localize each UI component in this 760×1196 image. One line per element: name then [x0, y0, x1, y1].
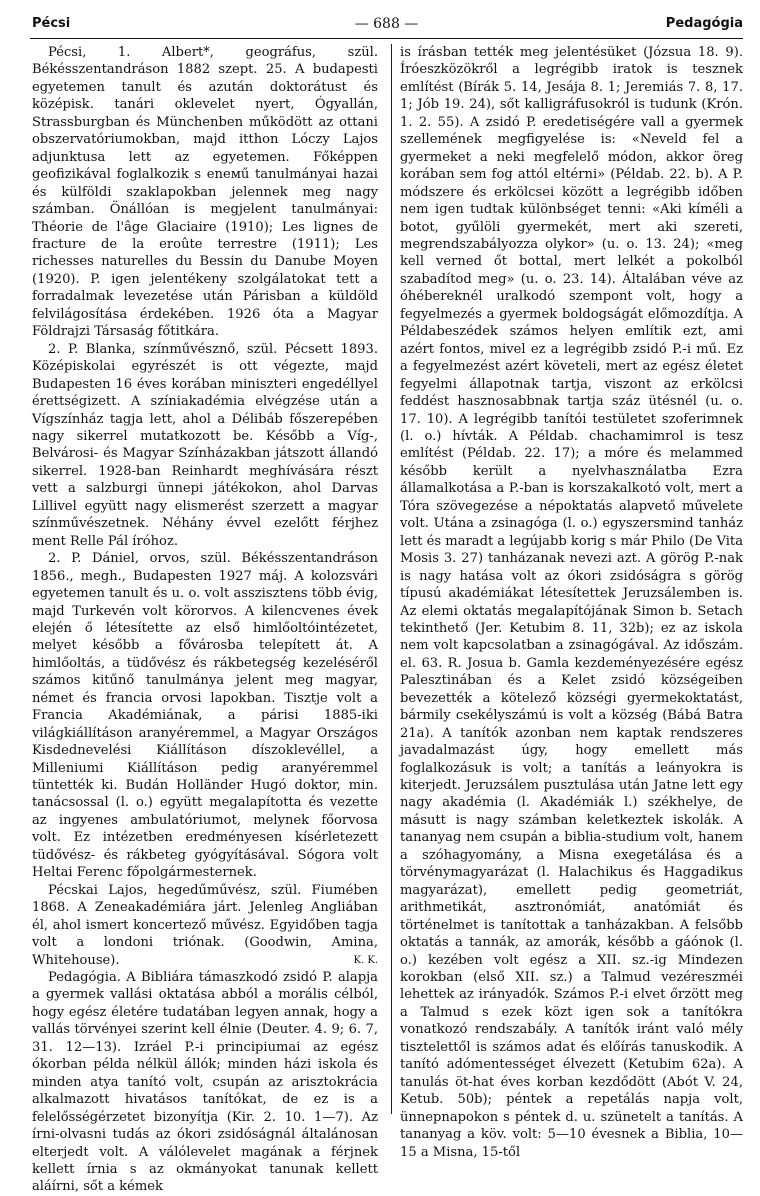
signature: K. K. [353, 954, 378, 966]
paragraph: Pécsi, 1. Albert*, geográfus, szül. Békésszentandráson 1882 szept. 25. A budapesti egyetemen tanult és azután doktorátust és középisk. tanári oklevelet nyert, Ógyallán, Strassburgban és Münchenben működött az ottani obszervatóriumokban, majd itthon Lóczy Lajos adjunktusa lett az egyetemen. Főképpen geofizikával foglalkozik s eneмű tanulmányai hazai és külföldi szaklapokban jelennek meg nagy számban. Önállóan is megjelent tanulmányai: Théorie de l'âge Glaciaire (1910); Les lignes de fracture de la eroûte terrestre (1911); Les richesses naturelles du Bessin du Danube Moyen (1920). P. igen jelentékeny szolgálatokat tett a forradalmak levezetése után Párisban a küldöld felvilágosítása érdekében. 1926 óta a Magyar Földrajzi Társaság főtitkára. [32, 45, 378, 340]
paragraph: 2. P. Dániel, orvos, szül. Békésszentandráson 1856., megh., Budapesten 1927 máj. A kolozsvári egyetemen tanult és u. o. volt asszisztens több évig, majd Turkevén volt körorvos. A kilencvenes évek elején ő létesítette az első himlőoltóintézetet, melyet később a fővárosba telepített át. A himlőoltás, a tüdővész és rákbetegség kezeléséről számos kitűnő tanulmánya jelent meg magyar, német és francia orvosi lapokban. Tisztje volt a Francia Akadémiának, a párisi 1885-iki világkiállításon aranyéremmel, a Magyar Országos Kisdednevelési Kiállításon díszoklevéllel, a Milleniumi Kiállításon pedig aranyéremmel tüntették ki. Budán Holländer Hugó doktor, min. tanácsossal (l. o.) együtt megalapította és vezette az ingyenes ambulatóriumot, melynek főorvosa volt. Ez intézetben eredményesen kísérletezett tüdővész- és rákbeteg gyógyításával. Sógora volt Heltai Ferenc főpolgármesternek. [32, 551, 378, 881]
right-column [400, 44, 743, 1161]
paragraph [32, 882, 378, 969]
left-column [32, 44, 378, 1196]
running-header [30, 14, 743, 36]
header-left: Pécsi [32, 16, 71, 31]
paragraph-text: Pécskai Lajos, hegedűművész, szül. Fiumében 1868. A Zeneakadémiára járt. Jelenleg Angliában él, ahol ismert koncertező művész. Egyidőben tagja volt a londoni triónak. (Goodwin, Amina, Whitehouse). [32, 882, 378, 968]
paragraph: is írásban tették meg jelentésüket (Józsua 18. 9). Íróeszközökről a legrégibb iratok is tesznek említést (Bírák 5. 14, Jesája 8. 1; Jeremiás 7. 8, 17. 1; Jób 19. 24), sőt kalligráfusokról is tudunk (Krón. 1. 2. 55). A zsidó P. eredetiségére vall a gyermek szellemének megfigyelése is: «Neveld fel a gyermeket a neki megfelelő módon, akkor öreg korában sem fog attól eltérni» (Példab. 22. b). A P. módszere és erkölcsei között a legrégibb időben nem igen tudtak különbséget tenni: «Aki kíméli a botot, gyűlöli gyermekét, mert aki szereti, megrendszabályozza olykor» (u. o. 13. 24); «meg kell verned őt bottal, mert lelkét a pokolból szabadítod meg» (u. o. 23. 14). Általában véve az óhébereknél uralkodó szempont volt, hogy a fegyelmezés a gyermek boldogságát előmozdítja. A Példabeszédek számos helyen említik ezt, ami azért fontos, mivel ez a legrégibb zsidó P.-i mű. Ez a fegyelmezést azért követeli, mert az egész életet fegyelmi állapotnak tartja, viszont az erkölcsi feddést hasznosabbnak tartja száz ütésnél (u. o. 17. 10). A legrégibb tanítói testületet szoferimnek (l. o.) hívták. A Példab. chachamimrol is tesz említést (Példab. 22. 17); a móre és melammed később került a nyelvhasználatba Ezra államalkotása a P.-ban is korszakalkotó volt, mert a Tóra szövegezése a népoktatás alapvető művelete volt. Utána a zsinagóga (l. o.) egyszersmind tanház lett és maradt a legújabb korig s már Philo (De Vita Mosis 3. 27) tanházanak nevezi azt. A görög P.-nak is nagy hatása volt az ókori zsidóságra s görög típusú akadémiákat létesítettek Jeruzsálemben is. Az elemi oktatás megalapítójának Simon b. Setach tekinthető (Jer. Ketubim 8. 11, 32b); ez az iskola nem volt kapcsolatban a zsinagógával. Az időszám. el. 63. R. Josua b. Gamla kezdeményezésére egész Palesztinában és a Kelet zsidó községeiben bevezették a kötelező községi gyermekoktatást, bármily csekélyszámú is volt a község (Bábá Batra 21a). A tanítók azonban nem kaptak rendszeres javadalmazást úgy, hogy emellett más foglalkozásuk is volt; a tanítás a leányokra is kiterjedt. Jeruzsálem pusztulása után Jatne lett egy nagy akadémia (l. Akadémiák l.) székhelye, de másutt is nagy számban keletkeztek iskolák. A tananyag nem csupán a biblia-studium volt, hanem a szóhagyomány, a Misna exegetálása és a törvénymagyarázat (l. Halachikus és Haggadikus magyarázat), emellett pedig geometriát, arithmetikát, asztronómiát, anatómiát és történelmet is tanítottak a tanházakban. A felsőbb oktatás a tannák, az amorák, később a gáónok (l. o.) kezében volt egész a XII. sz.-ig Mindezen korokban (első XII. sz.) a Talmud vezéreszméi lehettek az irányadók. Számos P.-i elvet őrzött meg a Talmud s ezek közt igen sok a tanítókra vonatkozó rendszabály. A tanítók iránt való mély tisztelettől is számos adat és előírás tanuskodik. A tanító adómentességet élvezett (Ketubim 62a). A tanulás öt-hat éves korban kezdődött (Abót V. 24, Ketub. 50b); péntek a repetálás napja volt, ünnepnapokon s péntek d. u. szünetelt a tanítás. A tananyag a köv. volt: 5—10 évesnek a Biblia, 10—15 a Misna, 15-től [400, 45, 743, 1160]
column-separator [391, 44, 392, 1114]
paragraph: 2. P. Blanka, színművésznő, szül. Pécsett 1893. Középiskolai egyrészét is ott végezte, majd Budapesten 16 éves korában miniszteri engedéllyel érettségizett. A színiakadémia elvégzése után a Vígszínház tagja lett, ahol a Délibáb főszerepében nagy sikerrel mutatkozott be. Később a Víg-, Belvárosi- és Magyar Színházakban játszott állandó sikerrel. 1928-ban Reinhardt meghívására részt vett a salzburgi ünnepi játékokon, ahol Darvas Lillivel együtt nagy elismerést szerzett a magyar színművészetnek. Néhány évvel ezelőtt férjhez ment Relle Pál íróhoz. [32, 341, 378, 549]
header-rule [30, 38, 743, 39]
page-number: — 688 — [354, 16, 419, 32]
header-right: Pedagógia [665, 16, 743, 31]
paragraph: Pedagógia. A Bibliára támaszkodó zsidó P. alapja a gyermek vallási oktatása abból a morális célból, hogy egész életére tudatában legyen annak, hogy a vallás törvényei szerint kell élnie (Deuter. 4. 9; 6. 7, 31. 12—13). Izráel P.-i principiumai az egész ókorban példa nélkül állók; minden házi iskola és minden atya tanító volt, csupán az arisztokrácia alkalmazott hivatásos tanítókat, de ez is a felelősségérzetet bizonyítja (Kir. 2. 10. 1—7). Az írni-olvasni tudás az ókori zsidóságnál általánosan elterjedt volt. A válólevelet magának a férjnek kellett írnia s az okmányokat tanunak kellett aláírni, sőt a kémek [32, 970, 378, 1195]
